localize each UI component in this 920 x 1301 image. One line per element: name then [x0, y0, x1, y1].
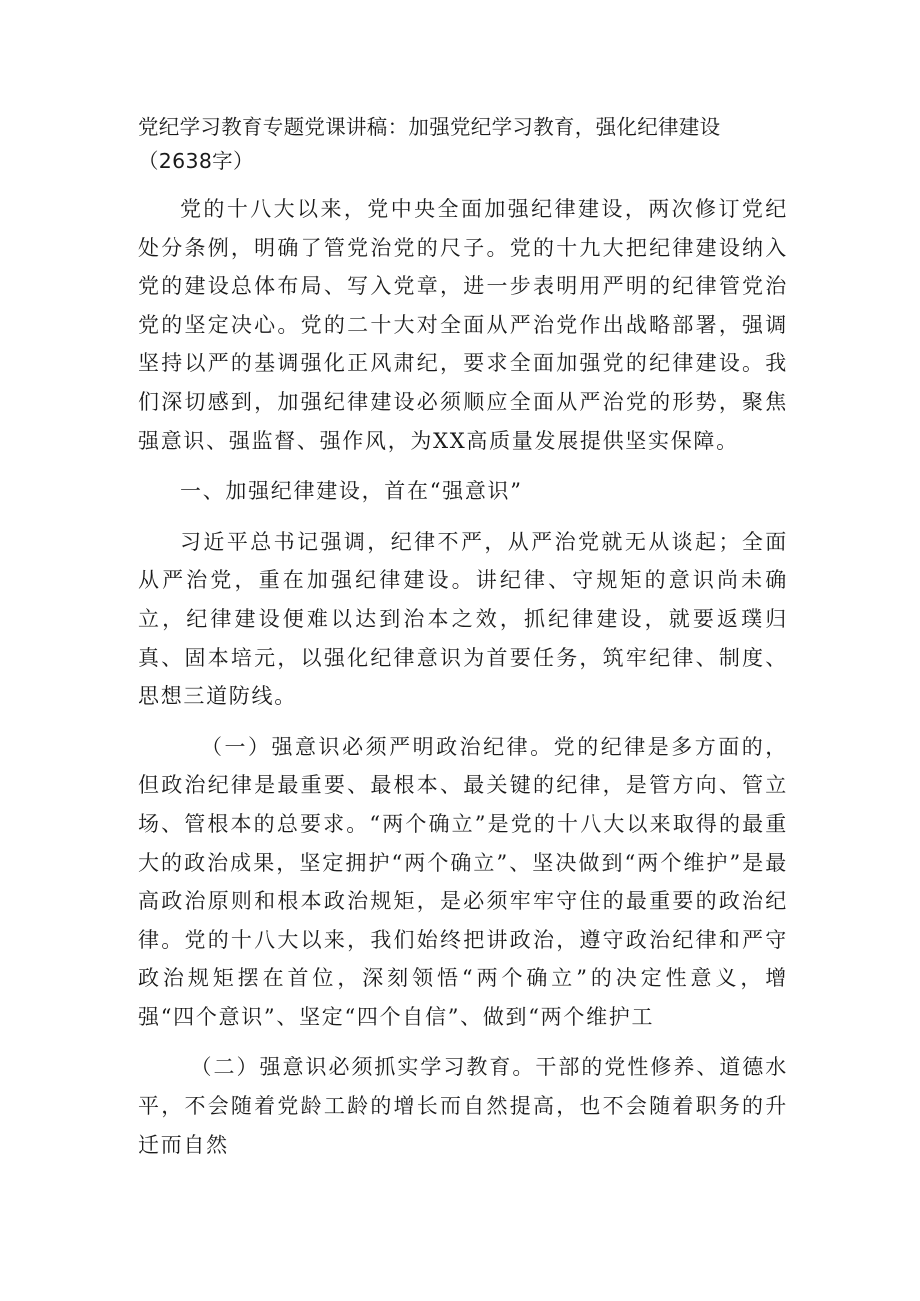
section-heading-1: 一、加强纪律建设，首在“强意识”	[180, 479, 523, 504]
document-title: 党纪学习教育专题党课讲稿：加强党纪学习教育，强化纪律建设（2638字）	[138, 115, 721, 173]
paragraph-intro: 党的十八大以来，党中央全面加强纪律建设，两次修订党纪处分条例，明确了管党治党的尺子。党的十九大把纪律建设纳入党的建设总体布局、写入党章，进一步表明用严明的纪律管党治党的坚定决心。党的二十大对全面从严治党作出战略部署，强调坚持以严的基调强化正风肃纪，要求全面加强党的纪律建设。我们深切感到，加强纪律建设必须顺应全面从严治党的形势，聚焦强意识、强监督、强作风，为XX高质量发展提供坚实保障。	[138, 197, 788, 453]
document-page	[138, 110, 788, 1176]
paragraph-subsection-1: （一）强意识必须严明政治纪律。党的纪律是多方面的，但政治纪律是最重要、最根本、最关键的纪律，是管方向、管立场、管根本的总要求。“两个确立”是党的十八大以来取得的最重大的政治成果，坚定拥护“两个确立”、坚决做到“两个维护”是最高政治原则和根本政治规矩，是必须牢牢守住的最重要的政治纪律。党的十八大以来，我们始终把讲政治，遵守政治纪律和严守政治规矩摆在首位，深刻领悟“两个确立”的决定性意义，增强“四个意识”、坚定“四个自信”、做到“两个维护工	[138, 734, 788, 1029]
paragraph-section-1: 习近平总书记强调，纪律不严，从严治党就无从谈起；全面从严治党，重在加强纪律建设。讲纪律、守规矩的意识尚未确立，纪律建设便难以达到治本之效，抓纪律建设，就要返璞归真、固本培元，以强化纪律意识为首要任务，筑牢纪律、制度、思想三道防线。	[138, 529, 788, 709]
paragraph-subsection-2: （二）强意识必须抓实学习教育。干部的党性修养、道德水平，不会随着党龄工龄的增长而自然提高，也不会随着职务的升迁而自然	[138, 1055, 788, 1157]
